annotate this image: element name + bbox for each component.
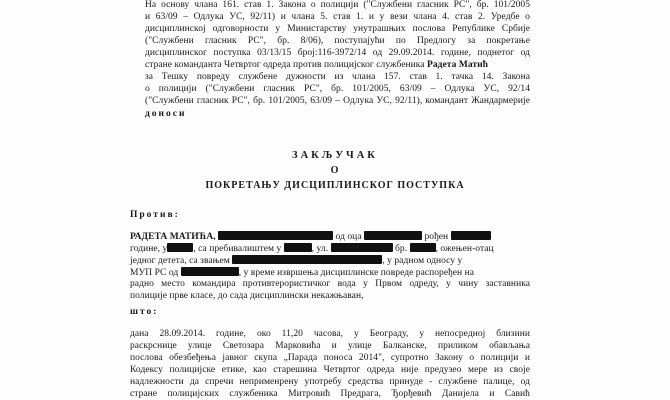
body-line-5: надлежности да спречи неприменрену употребу средства принуде - службене палице, од <box>130 377 530 387</box>
redaction-block <box>232 255 382 264</box>
doc-title: ЗАКЉУЧАК <box>292 150 378 161</box>
person-name: РАДЕТА МАТИЋА, <box>130 232 216 242</box>
header-line-6 <box>145 60 530 71</box>
person-line-6: полиције прве класе, до сада дисциплински некажњаван, <box>130 291 364 301</box>
what-label: што: <box>130 307 159 317</box>
doc-title-o: О <box>330 165 340 176</box>
body-line-4: Кодексу полицијске етике, као старешина Четвртог одреда није предузео мере из своје <box>130 365 530 375</box>
person-born-label: рођен <box>424 232 449 242</box>
header-line-2: и 63/09 – Одлука УС, 92/11) и члана 5. став 1. и у вези члана 4. став 2. Уредбе о <box>145 12 530 22</box>
person-text: , ул. <box>311 244 329 254</box>
person-line-5: радно место командира противтерористичког вода у Првом одреду, у чину заставника <box>130 279 530 289</box>
verb-donosi: доноси <box>145 109 187 119</box>
person-line-2 <box>130 243 530 255</box>
redaction-block <box>451 231 491 240</box>
person-line-1 <box>130 231 530 243</box>
person-text: бр. <box>395 244 408 254</box>
person-text: , у време извршења дисциплинске повреде распоређен на <box>238 268 474 278</box>
redaction-block <box>364 231 422 240</box>
accused-name: Радета Матић <box>427 60 488 70</box>
redaction-block <box>410 243 436 252</box>
redaction-block <box>167 243 193 252</box>
redaction-block <box>284 243 312 252</box>
redaction-block <box>331 243 393 252</box>
header-line-9: ("Службени гласник РС", бр. 101/2005, 63/09 – Одлука УС, 92/11), командант Жандармерије <box>145 96 530 106</box>
against-label: Против: <box>130 210 180 220</box>
person-text: , са пребивалиштем у <box>193 244 282 254</box>
person-line-4 <box>130 267 530 279</box>
header-line-4: ("Службени гласник РС", бр. 8/06), поступајући по Предлогу за покретање <box>145 36 530 46</box>
person-text: , ожењен-отац <box>435 244 494 254</box>
header-line-5: дисциплинског поступка 03/13/15 број:116-3972/14 од 29.09.2014. године, поднетог од <box>145 48 530 58</box>
header-line-3: дисциплинској одговорности у Министарству унутрашњих послова Републике Србије <box>145 24 530 34</box>
doc-subtitle: ПОКРЕТАЊУ ДИСЦИПЛИНСКОГ ПОСТУПКА <box>205 180 465 191</box>
body-line-6: стране полицијских службеника Митровић Предрага, Ђорђевић Данијела и Савић <box>130 389 530 399</box>
person-father-label: од оца <box>335 232 362 242</box>
person-text: године, у <box>130 244 168 254</box>
redaction-block <box>218 231 333 240</box>
redaction-block <box>181 267 239 276</box>
person-text: МУП РС од <box>130 268 179 278</box>
header-line-6-text: стране команданта Четвртог одреда против полицијског службеника <box>145 60 425 70</box>
header-line-1: На основу члана 161. став 1. Закона о полицији ("Службени гласник РС", бр. 101/2005 <box>145 0 530 10</box>
person-text: једног детета, са звањем <box>130 256 230 266</box>
person-line-3 <box>130 255 530 267</box>
body-line-2: раскрснице улице Светозара Марковића и улице Балканске, приликом обављања <box>130 341 530 351</box>
header-line-8: о полицији ("Службени гласник РС", бр. 101/2005, 63/09 – Одлука УС, 92/14 <box>145 84 530 94</box>
body-line-3: послова обезбеђења јавног скупа „Парада поноса 2014", супротно Закону о полицији и <box>130 353 530 363</box>
header-line-7: за Тешку повреду службене дужности из члана 157. став 1. тачка 14. Закона <box>145 72 530 82</box>
body-line-1: дана 28.09.2014. године, око 11,20 часова, у Београду, у непосредној близини <box>130 329 530 339</box>
person-text: , у радном односу у <box>382 256 463 266</box>
